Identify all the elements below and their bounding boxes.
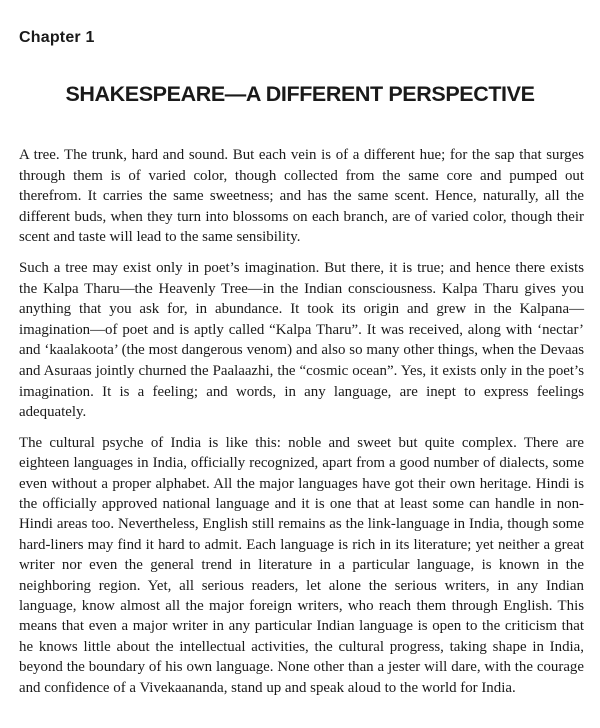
chapter-title: SHAKESPEARE—A DIFFERENT PERSPECTIVE xyxy=(65,82,535,106)
paragraph-1: A tree. The trunk, hard and sound. But each vein is of a different hue; for the sap that surges through them is of varied color, though collected from the same core and pumped out therefrom. It carries the same sweetness; and has the same scent. Hence, naturally, all the different buds, when they turn into blossoms on each branch, are of varied color, though their scent and taste will lead to the same sensibility. xyxy=(19,147,584,246)
chapter-body xyxy=(19,145,584,708)
chapter-label: Chapter 1 xyxy=(19,29,95,46)
paragraph-3: The cultural psyche of India is like this: noble and sweet but quite complex. There are eighteen languages in India, officially recognized, apart from a good number of dialects, some even without a proper alphabet. All the major languages have got their own heritage. Hindi is the officially approved national language and it is one that at least some can handle in non-Hindi areas too. Nevertheless, English still remains as the link-language in India, though some hard-liners may find it hard to admit. Each language is rich in its literature; yet neither a great writer nor even the general trend in literature in a particular language, is known in the neighboring region. Yet, all serious readers, let alone the serious writers, in any Indian language, know almost all the major foreign writers, who reach them through English. This means that even a major writer in any particular Indian language is open to the criticism that he knows little about the intellectual activities, the cultural progress, taking shape in India, beyond the boundary of his own language. None other than a jester will dare, with the courage and confidence of a Vivekaananda, stand up and speak aloud to the world for India. xyxy=(19,434,584,696)
paragraph-2: Such a tree may exist only in poet’s imagination. But there, it is true; and hence there exists the Kalpa Tharu—the Heavenly Tree—in the Indian consciousness. Kalpa Tharu gives you anything that you ask for, in abundance. It took its origin and grew in the Kalpana—imagination—of poet and is aptly called “Kalpa Tharu”. It was received, along with ‘nectar’ and ‘kaalakoota’ (the most dangerous venom) and also so many other things, when the Devaas and Asuraas jointly churned the Paalaazhi, the “cosmic ocean”. Yes, it exists only in the poet’s imagination. It is a feeling; and words, in any language, are inept to express feelings adequately. xyxy=(19,259,584,421)
